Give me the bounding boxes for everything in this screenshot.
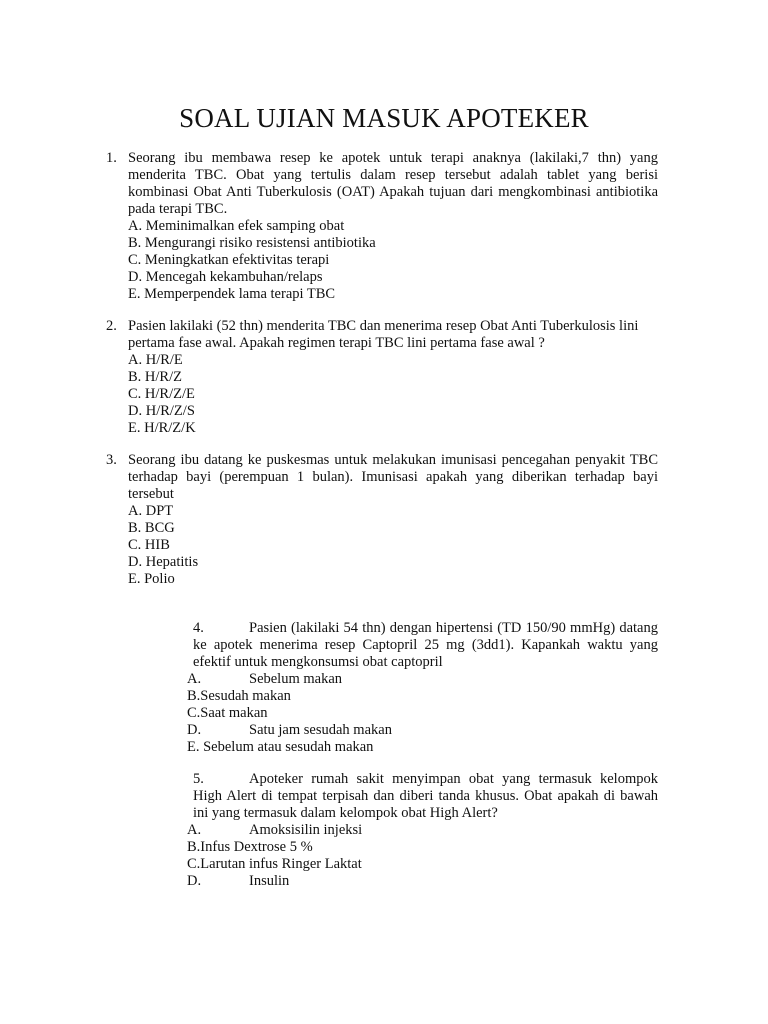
option-a [187, 822, 587, 839]
option-text: Sebelum makan [249, 671, 343, 687]
question-body: Pasien (lakilaki 54 thn) dengan hipertensi (TD 150/90 mmHg) datang ke apotek menerima resep Captopril 25 mg (3dd1). Kapankah waktu yang efektif untuk mengkonsumsi obat captopril [193, 620, 658, 670]
question-number: 4. [193, 620, 204, 636]
option-letter: C. [187, 705, 201, 721]
option-a [187, 671, 587, 688]
option-d [128, 269, 658, 286]
option-d [128, 554, 658, 571]
option-text: Sebelum atau sesudah makan [203, 739, 374, 755]
option-text: Meningkatkan efektivitas terapi [144, 252, 330, 268]
option-text: HIB [144, 537, 170, 553]
option-text: Insulin [249, 873, 290, 889]
option-letter: E. [128, 286, 141, 302]
option-c [128, 386, 658, 403]
option-letter: C. [128, 386, 142, 402]
option-text: Sesudah makan [200, 688, 291, 704]
option-text: Mencegah kekambuhan/relaps [145, 269, 323, 285]
option-letter: E. [128, 420, 141, 436]
option-text: H/R/Z [144, 369, 182, 385]
option-c [187, 705, 587, 722]
option-letter: B. [128, 369, 142, 385]
option-text: Hepatitis [145, 554, 199, 570]
option-e [187, 739, 587, 756]
option-letter: E. [187, 739, 200, 755]
option-letter: C. [128, 252, 142, 268]
option-text: Infus Dextrose 5 % [200, 839, 313, 855]
option-text: H/R/E [145, 352, 183, 368]
option-c [128, 252, 658, 269]
question-text: Seorang ibu datang ke puskesmas untuk melakukan imunisasi pencegahan penyakit TBC terhadap bayi (perempuan 1 bulan). Imunisasi apakah yang diberikan terhadap bayi tersebut [128, 452, 658, 502]
option-text: Polio [144, 571, 175, 587]
option-letter: B. [187, 839, 201, 855]
option-text: Memperpendek lama terapi TBC [144, 286, 336, 302]
question-2 [106, 318, 658, 437]
option-letter: D. [128, 403, 143, 419]
option-letter: D. [128, 269, 143, 285]
option-d [128, 403, 658, 420]
option-text: H/R/Z/E [144, 386, 195, 402]
option-b [128, 369, 658, 386]
option-letter: A. [128, 352, 143, 368]
option-letter: B. [128, 235, 142, 251]
option-a [128, 352, 658, 369]
question-body: Apoteker rumah sakit menyimpan obat yang termasuk kelompok High Alert di tempat terpisah dan diberi tanda khusus. Obat apakah di bawah ini yang termasuk dalam kelompok obat High Alert? [193, 771, 658, 821]
option-d [187, 873, 587, 890]
option-d [187, 722, 587, 739]
option-text: DPT [145, 503, 174, 519]
question-text [193, 620, 658, 671]
option-letter: C. [187, 856, 201, 872]
option-text: Meminimalkan efek samping obat [145, 218, 345, 234]
option-text: Amoksisilin injeksi [249, 822, 363, 838]
option-e [128, 286, 658, 303]
question-text [193, 771, 658, 822]
option-e [128, 571, 658, 588]
option-b [128, 520, 658, 537]
option-letter: E. [128, 571, 141, 587]
question-5-options [187, 822, 587, 890]
option-b [187, 688, 587, 705]
question-5 [193, 771, 658, 822]
question-number: 2. [106, 318, 117, 334]
option-letter: D. [128, 554, 143, 570]
question-4-options [187, 671, 587, 756]
option-c [187, 856, 587, 873]
option-letter: A. [187, 671, 202, 687]
option-letter: B. [128, 520, 142, 536]
option-b [187, 839, 587, 856]
option-text: Saat makan [200, 705, 268, 721]
option-text: Satu jam sesudah makan [249, 722, 392, 738]
option-letter: D. [187, 873, 202, 889]
option-letter: A. [128, 503, 143, 519]
option-a [128, 218, 658, 235]
question-number: 1. [106, 150, 117, 166]
question-number: 5. [193, 771, 204, 787]
option-text: H/R/Z/S [145, 403, 195, 419]
option-c [128, 537, 658, 554]
option-letter: B. [187, 688, 201, 704]
option-a [128, 503, 658, 520]
question-number: 3. [106, 452, 117, 468]
option-text: BCG [144, 520, 175, 536]
page-title: SOAL UJIAN MASUK APOTEKER [179, 103, 589, 133]
option-letter: A. [128, 218, 143, 234]
question-text: Seorang ibu membawa resep ke apotek untuk terapi anaknya (lakilaki,7 thn) yang menderita TBC. Obat yang tertulis dalam resep tersebut adalah tablet yang berisi kombinasi Obat Anti Tuberkulosis (OAT) Apakah tujuan dari mengkombinasi antibiotika pada terapi TBC. [128, 150, 658, 217]
question-3 [106, 452, 658, 588]
question-1 [106, 150, 658, 303]
option-b [128, 235, 658, 252]
question-4 [193, 620, 658, 671]
question-text: Pasien lakilaki (52 thn) menderita TBC dan menerima resep Obat Anti Tuberkulosis lini pertama fase awal. Apakah regimen terapi TBC lini pertama fase awal ? [128, 318, 639, 351]
option-letter: C. [128, 537, 142, 553]
option-text: Larutan infus Ringer Laktat [200, 856, 362, 872]
option-text: Mengurangi risiko resistensi antibiotika [144, 235, 376, 251]
option-text: H/R/Z/K [144, 420, 196, 436]
option-letter: A. [187, 822, 202, 838]
option-letter: D. [187, 722, 202, 738]
option-e [128, 420, 658, 437]
